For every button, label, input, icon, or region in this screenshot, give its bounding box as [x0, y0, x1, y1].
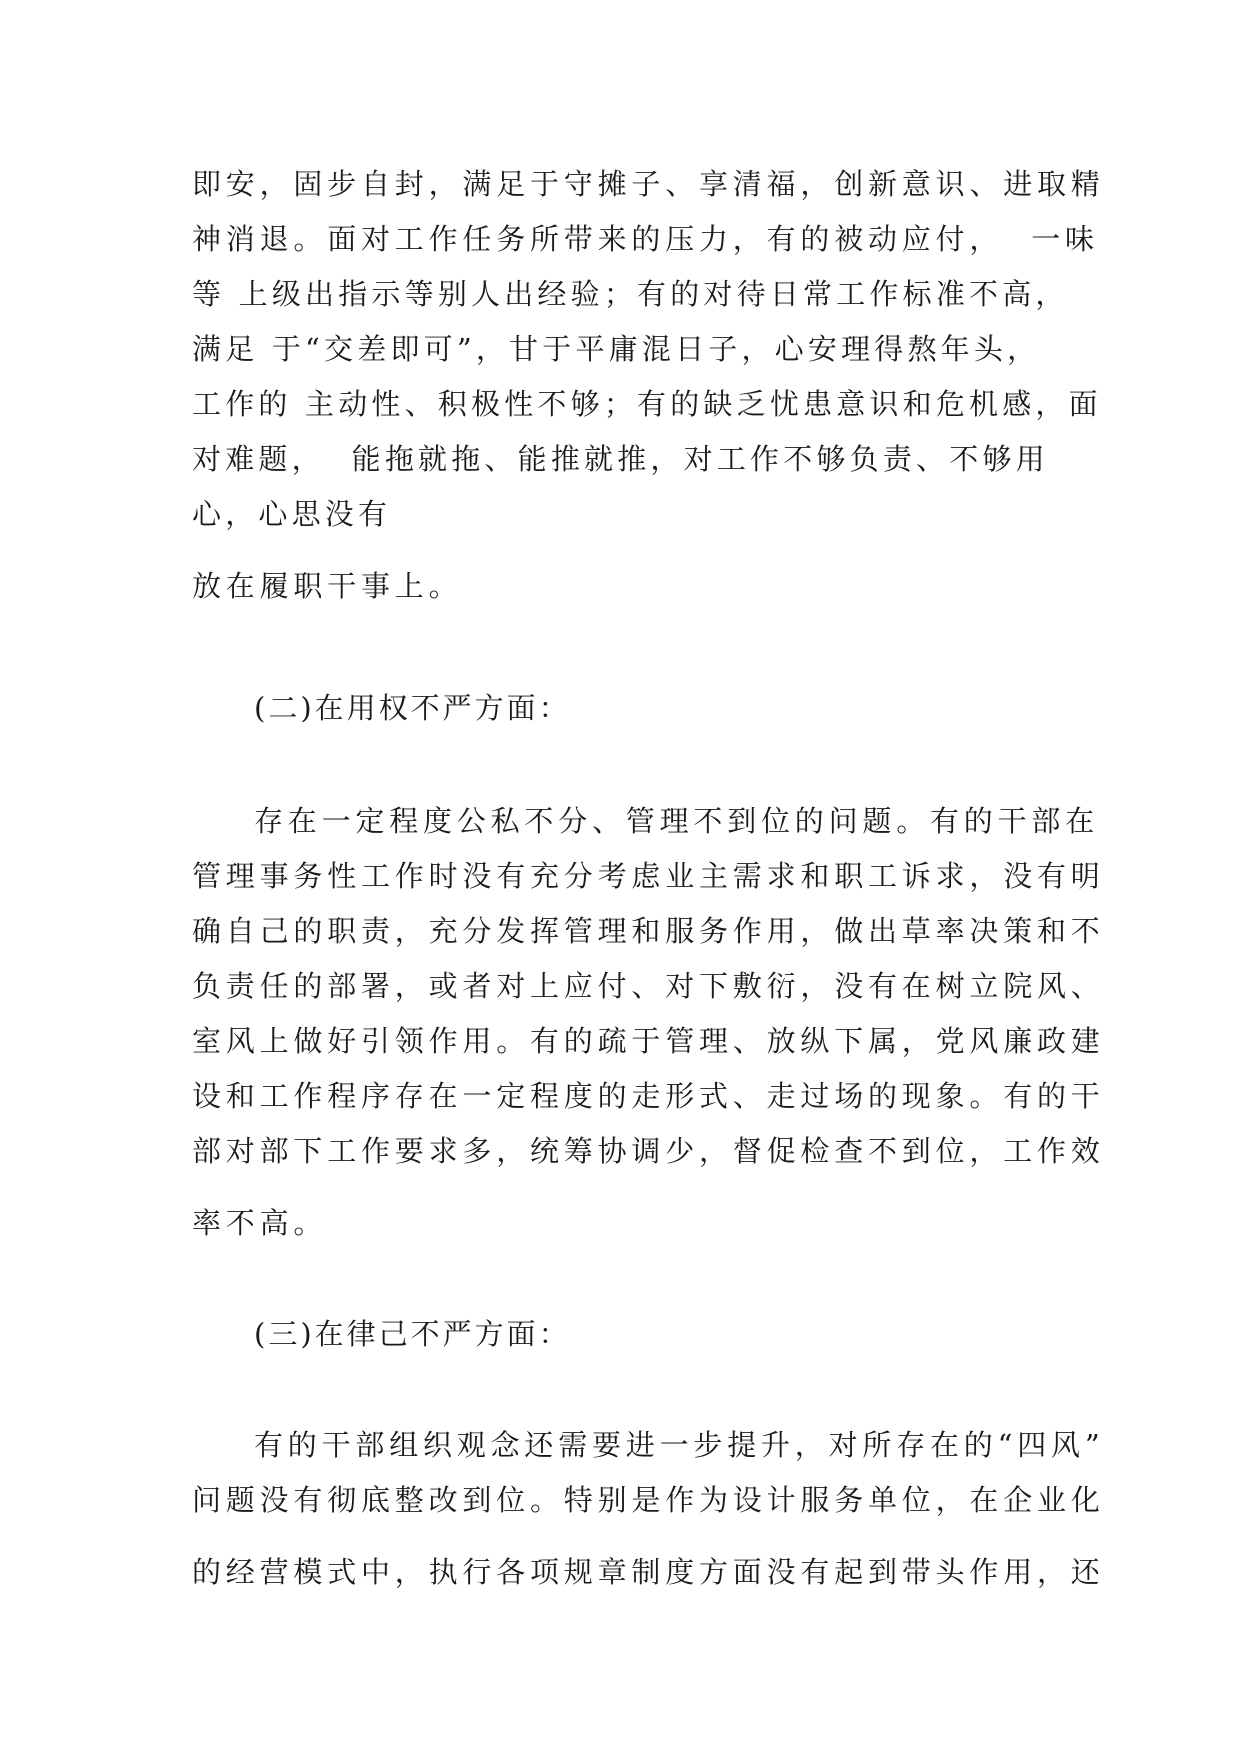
paragraph-line: 即安，固步自封，满足于守摊子、享清福，创新意识、进取精 [192, 167, 1105, 201]
paragraph-line: 有的干部组织观念还需要进一步提升，对所存在的“四风” [254, 1428, 1105, 1462]
paragraph-line: 心，心思没有 [192, 497, 392, 531]
paragraph-line: 对难题， 能拖就拖、能推就推，对工作不够负责、不够用 [192, 442, 1049, 476]
paragraph-line: 率不高。 [192, 1206, 328, 1240]
paragraph-line: 的经营模式中，执行各项规章制度方面没有起到带头作用，还 [192, 1555, 1105, 1589]
paragraph-line: 工作的 主动性、积极性不够；有的缺乏忧患意识和危机感，面 [192, 387, 1102, 421]
paragraph-line: 神消退。面对工作任务所带来的压力，有的被动应付， 一味 [192, 222, 1099, 256]
section-heading: (三)在律己不严方面： [254, 1317, 571, 1351]
paragraph-line: 满足 于“交差即可”，甘于平庸混日子，心安理得熬年头， [192, 332, 1041, 366]
paragraph-line: 部对部下工作要求多，统筹协调少，督促检查不到位，工作效 [192, 1134, 1105, 1168]
paragraph-line: 问题没有彻底整改到位。特别是作为设计服务单位，在企业化 [192, 1483, 1105, 1517]
paragraph-line: 确自己的职责，充分发挥管理和服务作用，做出草率决策和不 [192, 914, 1105, 948]
paragraph-line: 放在履职干事上。 [192, 569, 463, 603]
paragraph-line: 负责任的部署，或者对上应付、对下敷衍，没有在树立院风、 [192, 969, 1105, 1003]
paragraph-line: 等 上级出指示等别人出经验；有的对待日常工作标准不高， [192, 277, 1069, 311]
paragraph-line: 设和工作程序存在一定程度的走形式、走过场的现象。有的干 [192, 1079, 1105, 1113]
section-heading: (二)在用权不严方面： [254, 691, 571, 725]
paragraph-line: 室风上做好引领作用。有的疏于管理、放纵下属，党风廉政建 [192, 1024, 1105, 1058]
paragraph-line: 管理事务性工作时没有充分考虑业主需求和职工诉求，没有明 [192, 859, 1105, 893]
paragraph-line: 存在一定程度公私不分、管理不到位的问题。有的干部在 [254, 804, 1100, 838]
